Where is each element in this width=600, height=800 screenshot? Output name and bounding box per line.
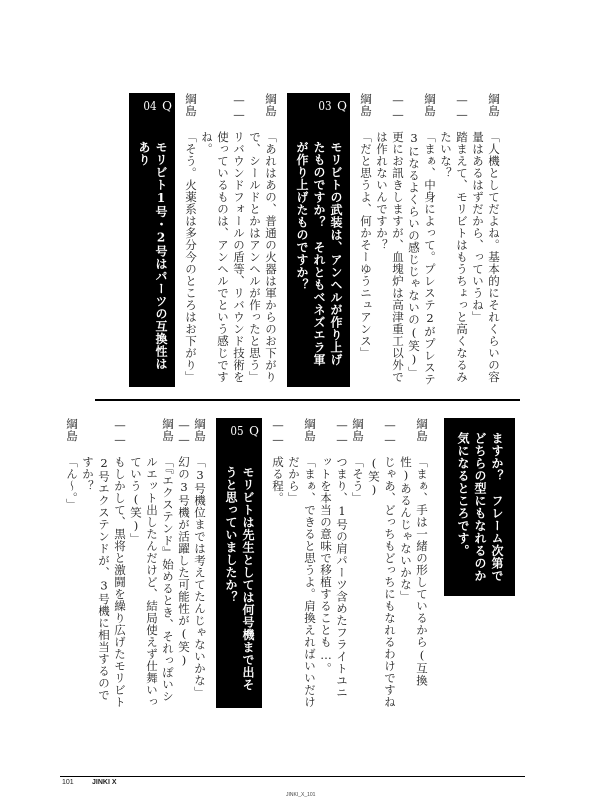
dialogue-text: 幻の3号機が活躍した可能性が(笑) xyxy=(177,456,191,668)
speaker-label: 綱島 xyxy=(193,418,207,442)
speaker-label: 綱島 xyxy=(351,418,365,442)
dialogue-entry xyxy=(398,418,430,708)
magazine-title: JINKI X xyxy=(92,779,117,786)
dialogue-entry xyxy=(192,418,208,708)
question-continuation: ますか？ フレーム次第でどちらの型にもなれるのか気になるところです。 xyxy=(444,418,515,596)
dialogue-text: 「まぁ、手は一緒の形しているから(互換性)あるんじゃないかな」 xyxy=(399,456,429,687)
speaker-label: —— xyxy=(383,418,397,447)
speaker-label: —— xyxy=(177,418,191,447)
dialogue-text: 踏まえて、モリビトはもうちょっと高くなるみたいな？ xyxy=(439,131,469,383)
question-text: モリビトは先生としては何号機まで出そうと思っていましたか？ xyxy=(224,466,255,691)
file-label: JINKI_X_101 xyxy=(286,792,316,798)
dialogue-text: 「人機としてだよね。基本的にそれくらいの容量はあるはずだから、っていうね」 xyxy=(471,131,501,383)
q-label: Q xyxy=(335,99,349,114)
dialogue-text: 「そう。火薬系は多分今のところはお下がり」 xyxy=(184,131,198,383)
question-text: モリビト1号・2号はパーツの互換性はあり xyxy=(137,141,168,370)
dialogue-entry xyxy=(80,418,128,708)
dialogue-entry xyxy=(406,93,438,387)
dialogue-text: 「『エクステンド』始めるとき、それっぽいシルエット出したんだけど、結局使えず仕舞いっていう(笑)」 xyxy=(129,456,175,708)
section-divider xyxy=(95,399,520,401)
dialogue-text: 「そう」 xyxy=(351,456,365,504)
dialogue-text: リバウンドフォールの盾等、リバウンド技術を使っているものは、アンヘルでという感じですね。 xyxy=(200,131,246,383)
q-label: Q xyxy=(160,99,174,114)
speaker-label: 綱島 xyxy=(487,93,501,117)
question-box-q04 xyxy=(129,93,175,387)
dialogue-entry xyxy=(374,93,406,387)
dialogue-entry xyxy=(318,418,350,708)
speaker-label: —— xyxy=(391,93,405,122)
dialogue-text: じゃあ、どっちもどっちにもなれるわけですね(笑) xyxy=(367,456,397,708)
dialogue-text: 「まぁ、中身によって。プレステ2がプレステ3になるよくらいの感じじゃないの(笑)」 xyxy=(407,131,437,386)
dialogue-text: 成る程。 xyxy=(271,456,285,504)
dialogue-text: 「3号機位までは考えてたんじゃないかな」 xyxy=(193,456,207,699)
speaker-label: 綱島 xyxy=(184,93,198,117)
speaker-label: 綱島 xyxy=(303,418,317,442)
dialogue-entry xyxy=(270,418,286,708)
speaker-label: 綱島 xyxy=(423,93,437,117)
dialogue-entry xyxy=(199,93,247,387)
page-number: 101 xyxy=(62,779,74,786)
question-box-q03 xyxy=(287,93,350,387)
dialogue-text: 「だと思うよ、何かそーゆうニュアンス」 xyxy=(359,131,373,359)
dialogue-text: もしかして、黒将と激闘を繰り広げたモリビト2号エクステンドが、3号機に相当するのですか？ xyxy=(81,456,127,708)
dialogue-entry xyxy=(64,418,80,708)
q-number: 03 xyxy=(318,100,332,113)
bottom-section xyxy=(65,418,515,708)
dialogue-entry xyxy=(176,418,192,708)
dialogue-entry xyxy=(286,418,318,708)
speaker-label: —— xyxy=(232,93,246,122)
speaker-label: —— xyxy=(271,418,285,447)
dialogue-entry xyxy=(128,418,176,708)
speaker-label: 綱島 xyxy=(65,418,79,442)
speaker-label: 綱島 xyxy=(161,418,175,442)
question-box-q05 xyxy=(216,418,262,708)
q-number: 05 xyxy=(230,425,244,438)
question-text: モリビトの武装は、アンヘルが作り上げたものですか？ それともベネズエラ軍が作り上げたものですか？ xyxy=(295,141,343,366)
dialogue-entry xyxy=(438,93,470,387)
speaker-label: —— xyxy=(335,418,349,447)
dialogue-entry xyxy=(247,93,279,387)
speaker-label: 綱島 xyxy=(415,418,429,442)
speaker-label: —— xyxy=(113,418,127,447)
dialogue-entry xyxy=(470,93,502,387)
top-section xyxy=(98,93,502,387)
q-label: Q xyxy=(247,424,261,439)
dialogue-entry xyxy=(350,418,366,708)
dialogue-text: つまり、1号の肩パーツ含めたフライトユニットを本当の意味で移植することも…。 xyxy=(319,456,349,699)
footer-rule xyxy=(60,776,525,777)
dialogue-text: 「ん〜。」 xyxy=(65,456,79,511)
dialogue-entry xyxy=(183,93,199,387)
speaker-label: 綱島 xyxy=(359,93,373,117)
q-number: 04 xyxy=(143,100,157,113)
dialogue-entry xyxy=(358,93,374,387)
speaker-label: 綱島 xyxy=(264,93,278,117)
speaker-label: —— xyxy=(455,93,469,122)
dialogue-text: 更にお訊きしますが、血塊炉は高津重工以外では作れないんですか？ xyxy=(375,131,405,383)
dialogue-text: 「まぁ、できると思うよ。肩換えればいいだけだから」 xyxy=(287,456,317,708)
dialogue-entry xyxy=(366,418,398,708)
dialogue-text: 「あれはあの、普通の火器は軍からのお下がりで、シールドとかはアンヘルが作ったと思う」 xyxy=(248,131,278,383)
